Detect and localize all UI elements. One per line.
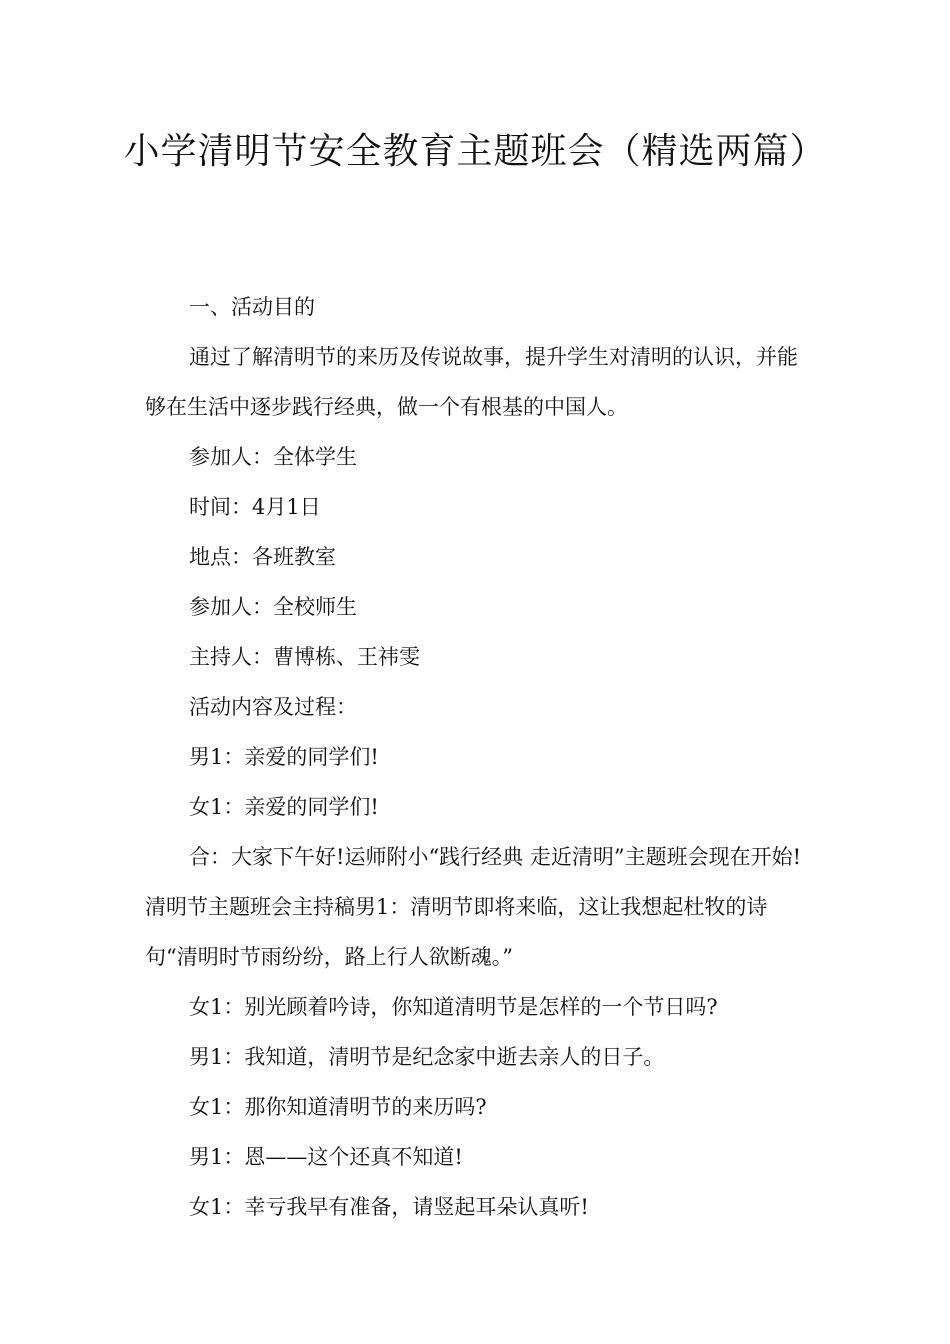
- paragraph: 女1：别光顾着吟诗，你知道清明节是怎样的一个节日吗?: [189, 995, 718, 1019]
- paragraph: 参加人：全校师生: [189, 595, 357, 619]
- document-title: 小学清明节安全教育主题班会（精选两篇）: [123, 131, 827, 172]
- paragraph: 地点：各班教室: [189, 545, 336, 569]
- paragraph: 合：大家下午好!运师附小“践行经典 走近清明”主题班会现在开始!清明节主题班会主持稿男1：清明节即将来临，这让我想起杜牧的诗句“清明时节雨纷纷，路上行人欲断魂。”: [145, 845, 802, 969]
- paragraph: 男1：我知道，清明节是纪念家中逝去亲人的日子。: [189, 1045, 665, 1069]
- paragraph: 主持人：曹博栋、王祎雯: [189, 645, 420, 669]
- paragraph: 女1：幸亏我早有准备，请竖起耳朵认真听!: [189, 1195, 589, 1219]
- paragraph: 男1：恩——这个还真不知道!: [189, 1145, 463, 1169]
- paragraph: 男1：亲爱的同学们!: [189, 745, 379, 769]
- document-body: [145, 282, 810, 1232]
- paragraph: 通过了解清明节的来历及传说故事，提升学生对清明的认识，并能够在生活中逐步践行经典，做一个有根基的中国人。: [145, 345, 798, 419]
- paragraph: 女1：那你知道清明节的来历吗?: [189, 1095, 487, 1119]
- paragraph: 时间：4月1日: [189, 495, 321, 519]
- section-heading: 一、活动目的: [189, 295, 315, 319]
- paragraph: 女1：亲爱的同学们!: [189, 795, 379, 819]
- paragraph: 活动内容及过程：: [189, 695, 357, 719]
- paragraph: 参加人：全体学生: [189, 445, 357, 469]
